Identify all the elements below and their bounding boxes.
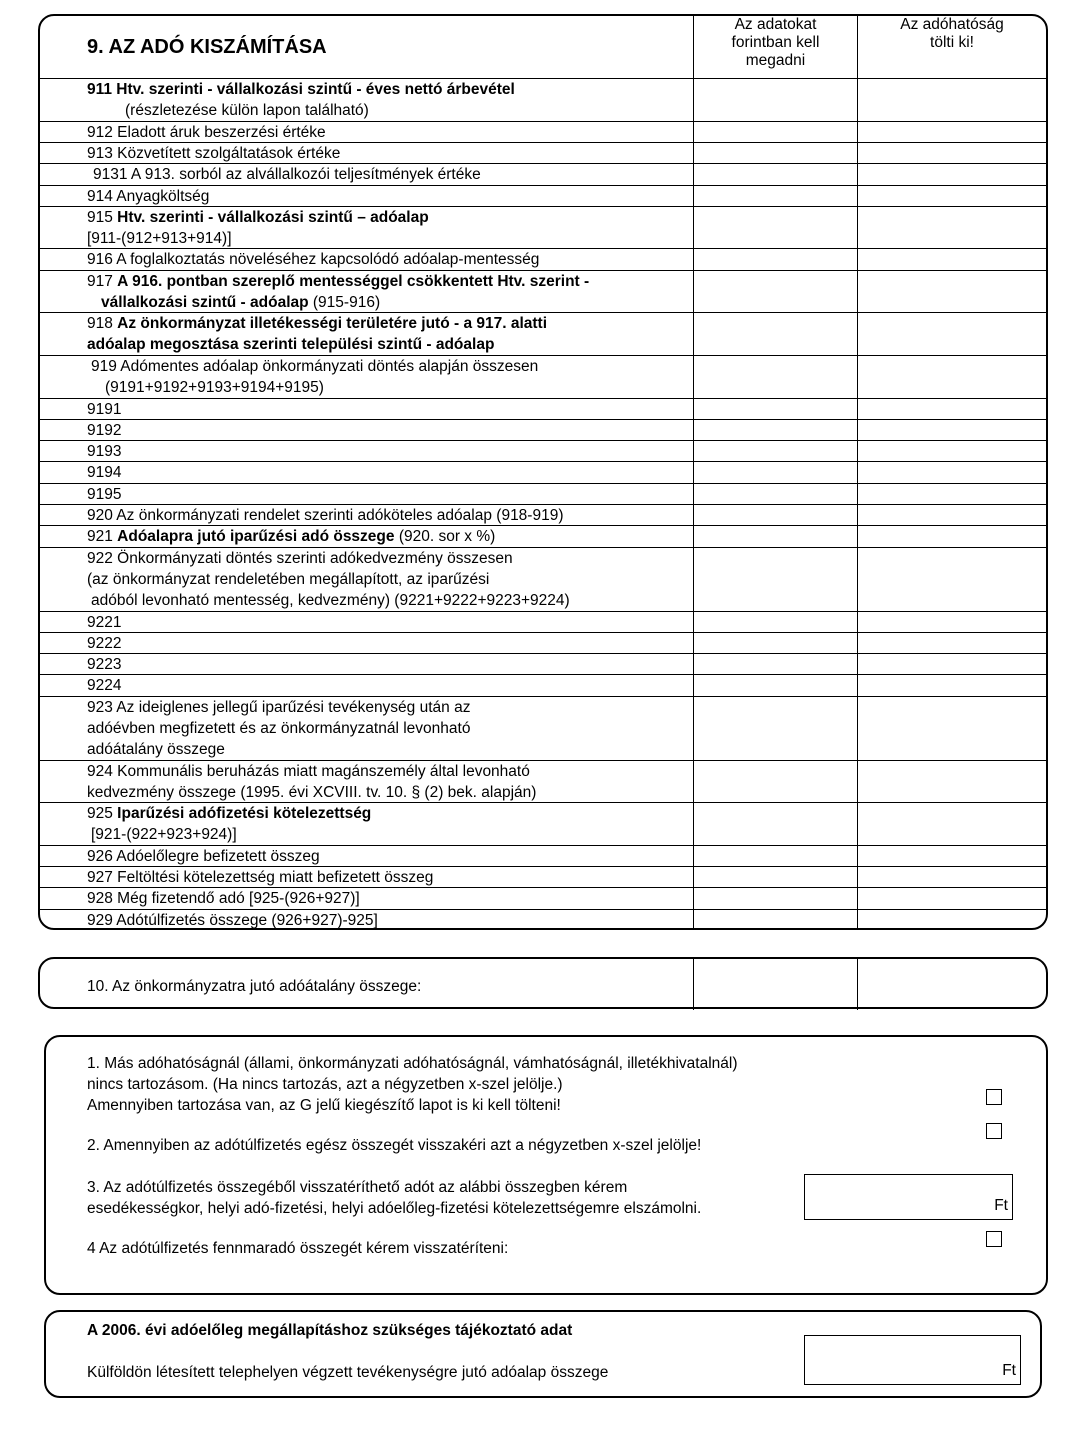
amount-field[interactable]	[694, 505, 856, 525]
amount-field[interactable]	[694, 548, 856, 611]
row-label-text: 928 Még fizetendő adó [925-(926+927)]	[87, 890, 360, 908]
row-label-text: (9191+9192+9193+9194+9195)	[105, 378, 324, 396]
declaration-3-text: 3. Az adótúlfizetés összegéből visszatéríthető adót az alábbi összegben kérem esedékességkor, helyi adó-fizetési, helyi adóelőleg-fizetési kötelezettségemre elszámolni.	[87, 1179, 702, 1217]
authority-field	[858, 697, 1046, 760]
authority-field	[858, 79, 1046, 121]
row-label-line	[87, 249, 539, 270]
row-label-line	[87, 846, 320, 867]
amount-field[interactable]	[694, 888, 856, 908]
row-label	[87, 249, 539, 270]
row-label	[87, 271, 589, 313]
row-label-text: (részletezése külön lapon található)	[125, 102, 369, 119]
row-label-prefix: 921	[87, 528, 118, 546]
row-label	[87, 505, 564, 526]
row-label-text: 923 Az ideiglenes jellegű iparűzési tevékenység után az	[87, 698, 471, 716]
authority-field	[858, 143, 1046, 163]
row-label-line	[87, 228, 429, 249]
row-label-text: 916 A foglalkoztatás növeléséhez kapcsolódó adóalap-mentesség	[87, 251, 540, 269]
row-label-line	[87, 143, 340, 164]
authority-field	[858, 654, 1046, 674]
amount-field[interactable]	[694, 633, 856, 653]
row-label-line	[87, 207, 429, 228]
row-label-text: 926 Adóelőlegre befizetett összeg	[87, 847, 320, 865]
amount-field[interactable]	[694, 122, 856, 142]
row-label-line	[87, 697, 470, 718]
row-label	[87, 207, 429, 249]
authority-field	[858, 761, 1046, 803]
row-label-bold: Az önkormányzat illetékességi területére jutó - a 917. alatti	[117, 315, 548, 333]
row-label-line	[87, 100, 515, 121]
authority-field	[858, 548, 1046, 611]
amount-field[interactable]	[694, 526, 856, 546]
row-label-line	[87, 867, 433, 888]
amount-field[interactable]	[694, 356, 856, 398]
row-label-text: 929 Adótúlfizetés összege (926+927)-925]	[87, 911, 378, 929]
amount-field[interactable]	[694, 846, 856, 866]
amount-field[interactable]	[694, 271, 856, 313]
row-label-bold: 911 Htv. szerinti - vállalkozási szintű - éves nettó árbevétel	[87, 81, 515, 98]
row-label-text: 927 Feltöltési kötelezettség miatt befizetett összeg	[87, 869, 434, 887]
row-label-text: 919 Adómentes adóalap önkormányzati döntés alapján összesen	[91, 357, 539, 375]
declaration-4-checkbox[interactable]	[986, 1231, 1002, 1247]
row-label-line	[87, 782, 536, 803]
row-label-line	[87, 824, 371, 845]
section-10-authority-field	[858, 959, 1046, 1007]
row-label	[87, 420, 121, 441]
authority-field	[858, 441, 1046, 461]
row-label	[87, 910, 378, 931]
row-label-text: (az önkormányzat rendeletében megállapított, az iparűzési	[87, 570, 490, 588]
amount-field[interactable]	[694, 867, 856, 887]
amount-field[interactable]	[694, 164, 856, 184]
row-label-prefix: 918	[87, 315, 118, 333]
row-label-text: 920 Az önkormányzati rendelet szerinti adóköteles adóalap (918-919)	[87, 507, 564, 524]
row-label-text: 9223	[87, 656, 122, 674]
row-label-prefix: 917	[87, 272, 118, 290]
amount-field[interactable]	[694, 697, 856, 760]
row-label	[87, 122, 326, 143]
row-label-text: 912 Eladott áruk beszerzési értéke	[87, 123, 326, 141]
row-label	[87, 462, 121, 483]
row-label	[87, 846, 320, 867]
row-label-bold: A 916. pontban szereplő mentességgel csökkentett Htv. szerint -	[117, 272, 590, 290]
row-label-text: adóátalány összege	[87, 740, 225, 758]
authority-field	[858, 846, 1046, 866]
authority-field	[858, 122, 1046, 142]
row-label-line	[87, 569, 570, 590]
authority-field	[858, 675, 1046, 695]
ft-unit-label: Ft	[994, 1197, 1008, 1214]
row-label-bold: Iparűzési adófizetési kötelezettség	[117, 805, 372, 823]
row-label-line	[87, 164, 481, 185]
amount-field[interactable]	[694, 462, 856, 482]
row-label	[87, 548, 570, 611]
row-label	[87, 313, 547, 355]
amount-field[interactable]	[694, 910, 856, 930]
row-label-line	[87, 292, 589, 313]
row-label-text: [911-(912+913+914)]	[87, 229, 232, 247]
row-label-line	[87, 910, 378, 931]
amount-field[interactable]	[694, 186, 856, 206]
row-label-text: 913 Közvetített szolgáltatások értéke	[87, 144, 341, 162]
row-label-line	[87, 526, 495, 547]
authority-field	[858, 484, 1046, 504]
row-label	[87, 888, 360, 909]
row-label-text: 9131 A 913. sorból az alvállalkozói teljesítmények értéke	[93, 166, 481, 184]
row-label-text: 9193	[87, 443, 122, 461]
row-label-text: 924 Kommunális beruházás miatt magánszemély által levonható	[87, 762, 530, 780]
declaration-1-checkbox[interactable]	[986, 1089, 1002, 1105]
row-label-text: [921-(922+923+924)]	[91, 826, 237, 844]
authority-field	[858, 249, 1046, 269]
row-label-line	[87, 271, 589, 292]
row-label-text: 9195	[87, 485, 122, 503]
row-label-bold: vállalkozási szintű - adóalap	[101, 293, 309, 311]
row-label-text: kedvezmény összege (1995. évi XCVIII. tv. 10. § (2) bek. alapján)	[87, 783, 537, 801]
amount-field[interactable]	[694, 803, 856, 845]
row-label-line	[87, 484, 121, 505]
section-10-amount-field[interactable]	[694, 959, 857, 1007]
row-label	[87, 186, 209, 207]
row-label-text: adóból levonható mentesség, kedvezmény) (9221+9222+9223+9224)	[91, 591, 570, 609]
row-label-line	[87, 505, 564, 526]
row-label-line	[87, 761, 536, 782]
authority-field	[858, 867, 1046, 887]
authority-field	[858, 207, 1046, 249]
amount-field[interactable]	[694, 441, 856, 461]
amount-field[interactable]	[694, 420, 856, 440]
authority-field	[858, 633, 1046, 653]
authority-field	[858, 399, 1046, 419]
row-label-line	[87, 122, 326, 143]
row-label-text: 914 Anyagköltség	[87, 187, 210, 205]
row-label	[87, 441, 121, 462]
row-label-text: 9224	[87, 677, 122, 695]
amount-field[interactable]	[694, 249, 856, 269]
amount-field[interactable]	[694, 313, 856, 355]
row-label-bold: Adóalapra jutó iparűzési adó összege	[117, 528, 395, 546]
row-label-line	[87, 334, 547, 355]
row-label	[87, 654, 121, 675]
amount-field[interactable]	[694, 207, 856, 249]
authority-field	[858, 164, 1046, 184]
row-label-line	[87, 79, 515, 100]
advance-info-title: A 2006. évi adóelőleg megállapításhoz szükséges tájékoztató adat	[87, 1322, 573, 1339]
declaration-2-checkbox[interactable]	[986, 1123, 1002, 1139]
row-label-line	[87, 420, 121, 441]
section-9-title: 9. AZ ADÓ KISZÁMÍTÁSA	[87, 36, 327, 58]
row-label-bold: adóalap megosztása szerinti települési szintű - adóalap	[87, 336, 495, 354]
declaration-2-text: 2. Amennyiben az adótúlfizetés egész összegét visszakéri azt a négyzetben x-szel jelölje!	[87, 1137, 702, 1154]
authority-field	[858, 313, 1046, 355]
row-label-line	[87, 548, 570, 569]
row-label	[87, 484, 121, 505]
row-label	[87, 526, 495, 547]
authority-field	[858, 803, 1046, 845]
amount-field[interactable]	[694, 143, 856, 163]
row-label-line	[87, 612, 121, 633]
row-label-text: 9222	[87, 634, 122, 652]
authority-field	[858, 420, 1046, 440]
declaration-1-text: 1. Más adóhatóságnál (állami, önkormányzati adóhatóságnál, vámhatóságnál, illetékhivatalnál) nincs tartozásom. (Ha nincs tartozás, azt a négyzetben x-szel jelölje.) Amennyiben tartozása van, az G jelű kiegészítő lapot is ki kell tölteni!	[87, 1055, 738, 1114]
amount-field[interactable]	[694, 612, 856, 632]
row-label-line	[87, 356, 538, 377]
row-label	[87, 143, 340, 164]
amount-field[interactable]	[694, 79, 856, 121]
row-label	[87, 356, 538, 398]
col2-header: Az adóhatóság tölti ki!	[900, 16, 1004, 51]
row-label	[87, 633, 121, 654]
authority-field	[858, 612, 1046, 632]
row-label-text: 9194	[87, 464, 122, 482]
authority-field	[858, 356, 1046, 398]
amount-field[interactable]	[694, 761, 856, 803]
row-label-line	[87, 590, 570, 611]
row-label	[87, 675, 121, 696]
row-label-text: 9191	[87, 400, 122, 418]
row-label	[87, 164, 481, 185]
authority-field	[858, 910, 1046, 930]
authority-field	[858, 271, 1046, 313]
row-label-line	[87, 888, 360, 909]
row-label	[87, 761, 536, 803]
row-label	[87, 697, 470, 760]
row-label-suffix: (920. sor x %)	[394, 528, 496, 546]
row-label	[87, 612, 121, 633]
row-label-line	[87, 633, 121, 654]
row-label-bold: Htv. szerinti - vállalkozási szintű – adóalap	[117, 208, 429, 226]
row-label-line	[87, 313, 547, 334]
row-label-suffix: (915-916)	[308, 293, 381, 311]
amount-field[interactable]	[694, 675, 856, 695]
authority-field	[858, 462, 1046, 482]
row-label-text: adóévben megfizetett és az önkormányzatnál levonható	[87, 719, 471, 737]
authority-field	[858, 505, 1046, 525]
row-label-line	[87, 441, 121, 462]
row-label-line	[87, 377, 538, 398]
row-label-line	[87, 739, 470, 760]
ft-unit-label: Ft	[1002, 1362, 1016, 1379]
authority-field	[858, 888, 1046, 908]
row-label-line	[87, 654, 121, 675]
row-label-prefix: 915	[87, 208, 118, 226]
amount-field[interactable]	[694, 484, 856, 504]
authority-field	[858, 186, 1046, 206]
declaration-4-text: 4 Az adótúlfizetés fennmaradó összegét kérem visszatéríteni:	[87, 1240, 509, 1257]
row-label	[87, 867, 433, 888]
row-label-line	[87, 399, 121, 420]
authority-field	[858, 526, 1046, 546]
row-label-line	[87, 462, 121, 483]
advance-info-label: Külföldön létesített telephelyen végzett tevékenységre jutó adóalap összege	[87, 1364, 609, 1381]
row-label-line	[87, 186, 209, 207]
row-label	[87, 399, 121, 420]
section-10-label: 10. Az önkormányzatra jutó adóátalány összege:	[87, 978, 422, 995]
row-label	[87, 803, 371, 845]
row-label-text: 9221	[87, 613, 122, 631]
row-label-prefix: 925	[87, 805, 118, 823]
advance-info-amount-field[interactable]	[804, 1335, 1021, 1385]
row-label	[87, 79, 515, 121]
row-label-text: 9192	[87, 421, 122, 439]
row-label-line	[87, 718, 470, 739]
declaration-3-amount-field[interactable]	[804, 1174, 1013, 1220]
row-label-text: 922 Önkormányzati döntés szerinti adókedvezmény összesen	[87, 549, 513, 567]
amount-field[interactable]	[694, 399, 856, 419]
row-label-line	[87, 675, 121, 696]
col1-header: Az adatokat forintban kell megadni	[731, 16, 820, 69]
row-label-line	[87, 803, 371, 824]
amount-field[interactable]	[694, 654, 856, 674]
